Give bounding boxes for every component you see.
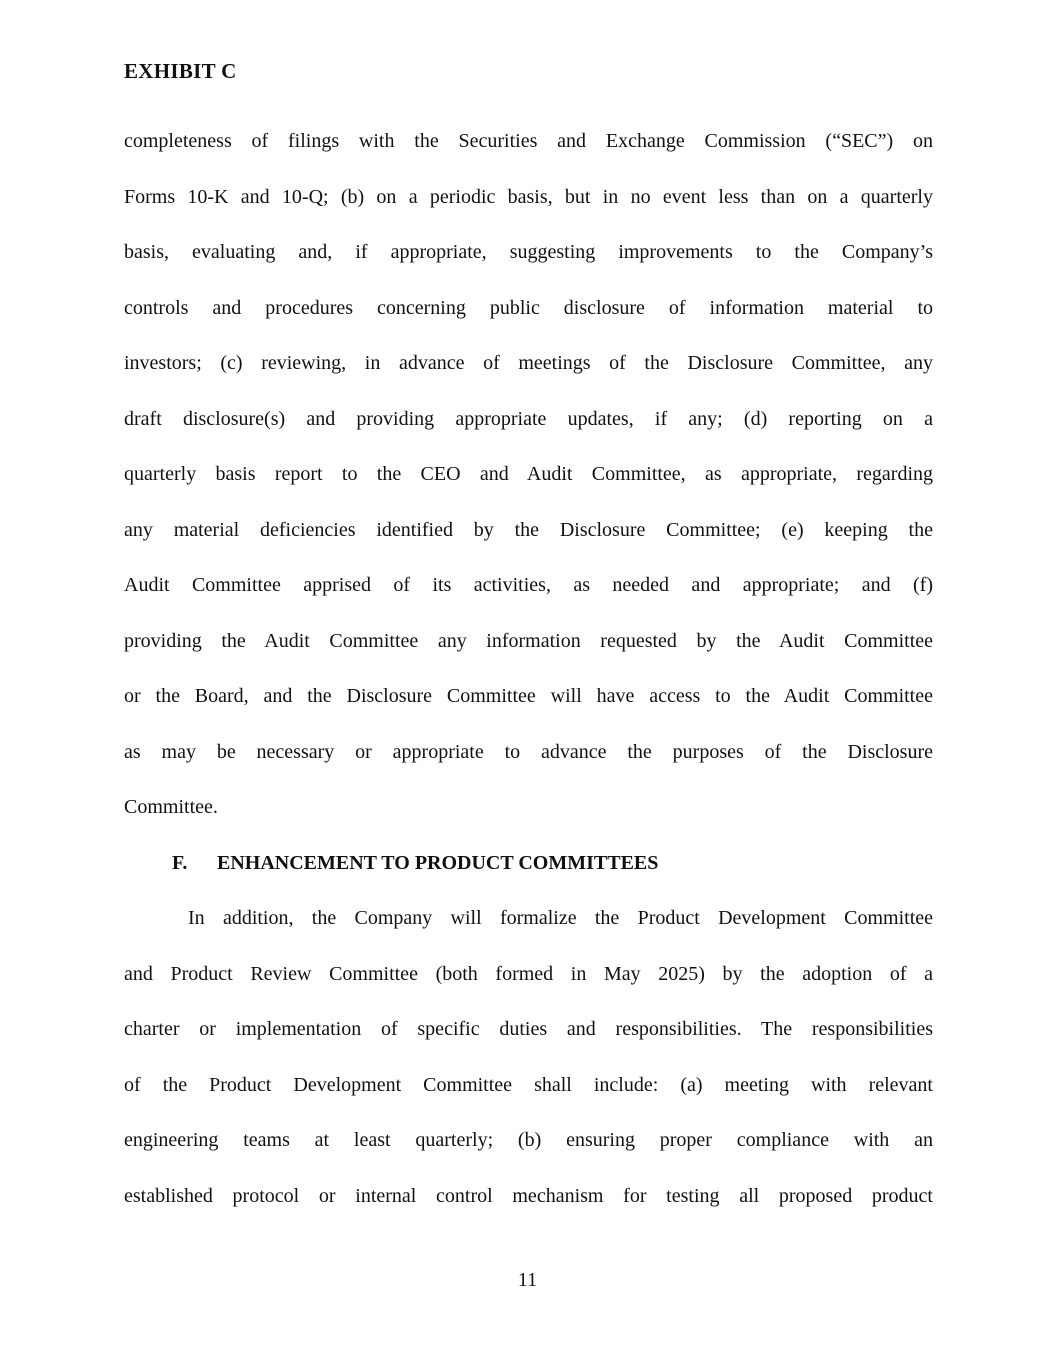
body-line: charter or implementation of specific duties and responsibilities. The responsibilities — [124, 1018, 933, 1040]
paragraph — [124, 114, 933, 836]
body-line: engineering teams at least quarterly; (b) ensuring proper compliance with an — [124, 1129, 933, 1151]
body-line: established protocol or internal control mechanism for testing all proposed product — [124, 1184, 933, 1207]
body-line: Audit Committee apprised of its activities, as needed and appropriate; and (f) — [124, 574, 933, 596]
body-line: and Product Review Committee (both formed in May 2025) by the adoption of a — [124, 962, 933, 985]
body-line: as may be necessary or appropriate to advance the purposes of the Disclosure — [124, 740, 933, 763]
body-line: draft disclosure(s) and providing appropriate updates, if any; (d) reporting on a — [124, 407, 933, 430]
body-line: of the Product Development Committee shall include: (a) meeting with relevant — [124, 1073, 933, 1096]
body-line: Committee. — [124, 796, 218, 818]
document-body — [124, 114, 933, 1224]
body-line: investors; (c) reviewing, in advance of meetings of the Disclosure Committee, any — [124, 352, 933, 374]
exhibit-header: EXHIBIT C — [124, 59, 237, 83]
section-heading — [172, 836, 933, 892]
body-line: quarterly basis report to the CEO and Audit Committee, as appropriate, regarding — [124, 463, 933, 485]
body-line: providing the Audit Committee any information requested by the Audit Committee — [124, 629, 933, 652]
body-line: any material deficiencies identified by the Disclosure Committee; (e) keeping the — [124, 518, 933, 541]
section-letter: F. — [172, 851, 188, 874]
body-line: basis, evaluating and, if appropriate, suggesting improvements to the Company’s — [124, 241, 933, 263]
body-line: completeness of filings with the Securities and Exchange Commission (“SEC”) on — [124, 130, 933, 152]
page-number: 11 — [517, 1269, 538, 1291]
body-line: or the Board, and the Disclosure Committee will have access to the Audit Committee — [124, 685, 933, 707]
paragraph — [124, 891, 933, 1224]
body-line: controls and procedures concerning public disclosure of information material to — [124, 296, 933, 319]
section-title: ENHANCEMENT TO PRODUCT COMMITTEES — [217, 851, 659, 874]
body-line: In addition, the Company will formalize the Product Development Committee — [188, 907, 933, 929]
body-line: Forms 10-K and 10-Q; (b) on a periodic basis, but in no event less than on a quarterly — [124, 185, 933, 208]
